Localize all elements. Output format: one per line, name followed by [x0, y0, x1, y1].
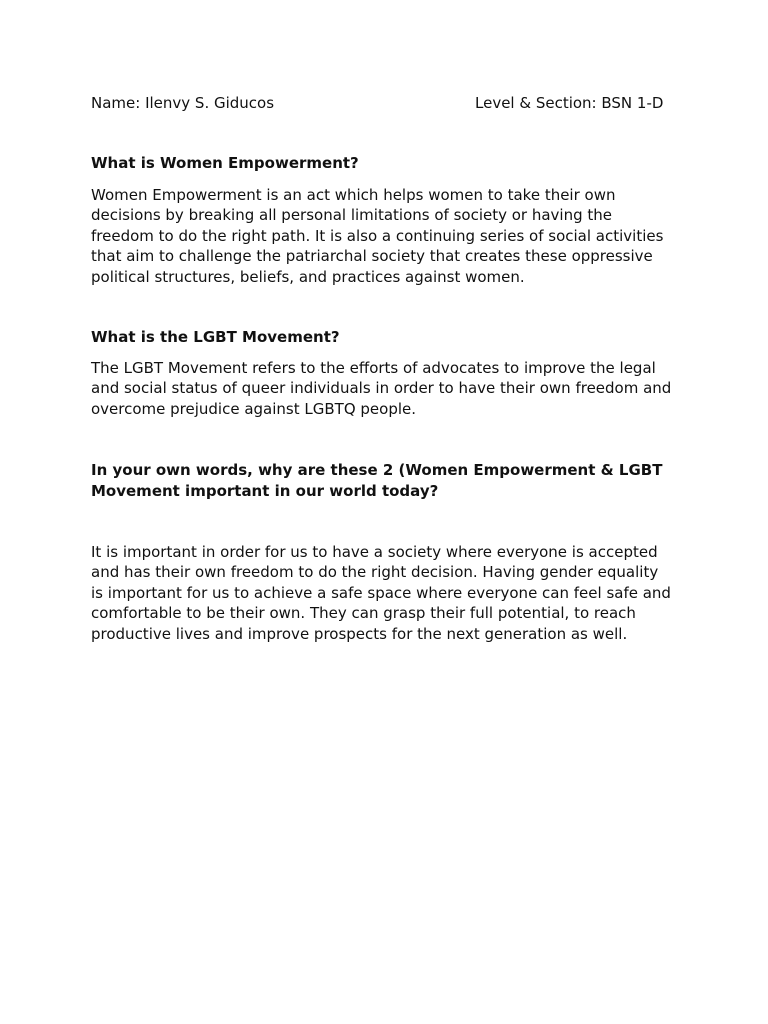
heading-line: Movement important in our world today? — [91, 482, 439, 500]
text-line: Women Empowerment is an act which helps women to take their own — [91, 186, 616, 204]
heading-line: What is the LGBT Movement? — [91, 328, 340, 346]
text-line: freedom to do the right path. It is also a continuing series of social activities — [91, 226, 664, 245]
student-name: Name: Ilenvy S. Giducos — [91, 94, 275, 112]
text-line: that aim to challenge the patriarchal society that creates these oppressive — [91, 247, 653, 266]
answer-lgbt-movement — [91, 358, 691, 419]
text-line: political structures, beliefs, and practices against women. — [91, 267, 525, 286]
text-line: comfortable to be their own. They can grasp their full potential, to reach — [91, 604, 636, 623]
heading-line: In your own words, why are these 2 (Women Empowerment & LGBT — [91, 461, 663, 479]
question-heading-importance — [91, 460, 691, 502]
answer-importance — [91, 542, 691, 644]
question-heading-women-empowerment — [91, 153, 691, 174]
text-line: overcome prejudice against LGBTQ people. — [91, 399, 417, 418]
student-info-header — [91, 93, 681, 115]
text-line: and has their own freedom to do the right decision. Having gender equality — [91, 563, 659, 582]
answer-women-empowerment — [91, 185, 691, 287]
text-line: is important for us to achieve a safe space where everyone can feel safe and — [91, 583, 671, 602]
text-line: productive lives and improve prospects for the next generation as well. — [91, 624, 628, 643]
question-heading-lgbt-movement — [91, 327, 691, 348]
text-line: decisions by breaking all personal limitations of society or having the — [91, 206, 613, 225]
level-section: Level & Section: BSN 1-D — [475, 94, 664, 112]
heading-line: What is Women Empowerment? — [91, 154, 359, 172]
text-line: It is important in order for us to have a society where everyone is accepted — [91, 543, 658, 561]
text-line: and social status of queer individuals in order to have their own freedom and — [91, 379, 672, 398]
text-line: The LGBT Movement refers to the efforts of advocates to improve the legal — [91, 359, 656, 377]
